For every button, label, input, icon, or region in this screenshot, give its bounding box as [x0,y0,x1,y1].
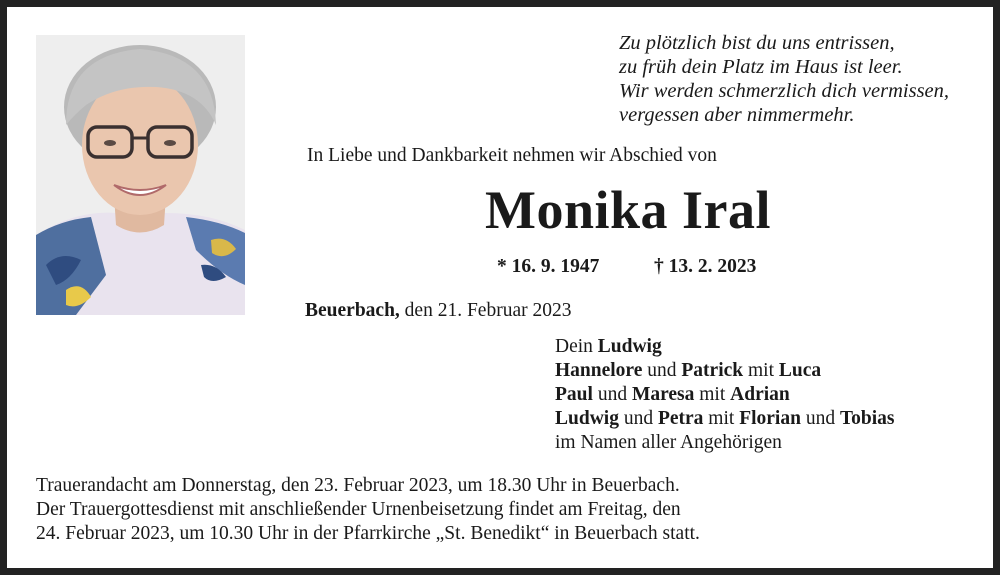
mourner-name: Patrick [681,360,744,381]
place-and-date [305,299,571,323]
mourner-name: Ludwig [597,336,662,357]
mourner-line: im Namen aller Angehörigen [555,432,782,453]
poem-line: Wir werden schmerzlich dich vermissen, [619,80,950,102]
mourner-name: Petra [657,408,704,429]
mourners-list [555,335,975,455]
birth-date: * 16. 9. 1947 [497,256,600,277]
text-segment: Dein [555,336,598,357]
mourner-name: Paul [555,384,593,405]
farewell-intro: In Liebe und Dankbarkeit nehmen wir Abschied von [307,145,717,166]
mourner-line [555,359,975,383]
service-details [36,474,976,546]
deceased-name: Monika Iral [485,180,772,240]
mourner-name: Florian [739,408,801,429]
service-line: Trauerandacht am Donnerstag, den 23. Februar 2023, um 18.30 Uhr in Beuerbach. [36,475,680,496]
portrait-illustration [36,35,245,315]
mourner-name: Maresa [631,384,695,405]
poem-line: zu früh dein Platz im Haus ist leer. [619,56,903,78]
text-segment: mit [694,384,731,405]
mourner-line [555,383,975,407]
notice-date: den 21. Februar 2023 [404,300,572,321]
death-date: † 13. 2. 2023 [654,256,757,277]
text-segment: mit [743,360,779,381]
text-segment: mit [703,408,740,429]
mourner-name: Adrian [730,384,790,405]
mourner-name: Luca [778,360,822,381]
text-segment: und [592,384,632,405]
mourner-name: Hannelore [555,360,643,381]
mourner-name: Ludwig [555,408,619,429]
poem-line: vergessen aber nimmermehr. [619,104,855,126]
service-line: 24. Februar 2023, um 10.30 Uhr in der Pfarrkirche „St. Benedikt“ in Beuerbach statt. [36,523,700,544]
text-segment: und [800,408,840,429]
mourner-line [555,335,975,359]
text-segment: und [618,408,658,429]
service-line: Der Trauergottesdienst mit anschließender Urnenbeisetzung findet am Freitag, den [36,499,681,520]
poem-line: Zu plötzlich bist du uns entrissen, [619,32,895,54]
mourner-line [555,407,975,431]
place: Beuerbach, [305,300,400,321]
portrait-photo [36,35,245,315]
memorial-poem [619,31,979,127]
text-segment: und [642,360,682,381]
mourner-name: Tobias [839,408,895,429]
